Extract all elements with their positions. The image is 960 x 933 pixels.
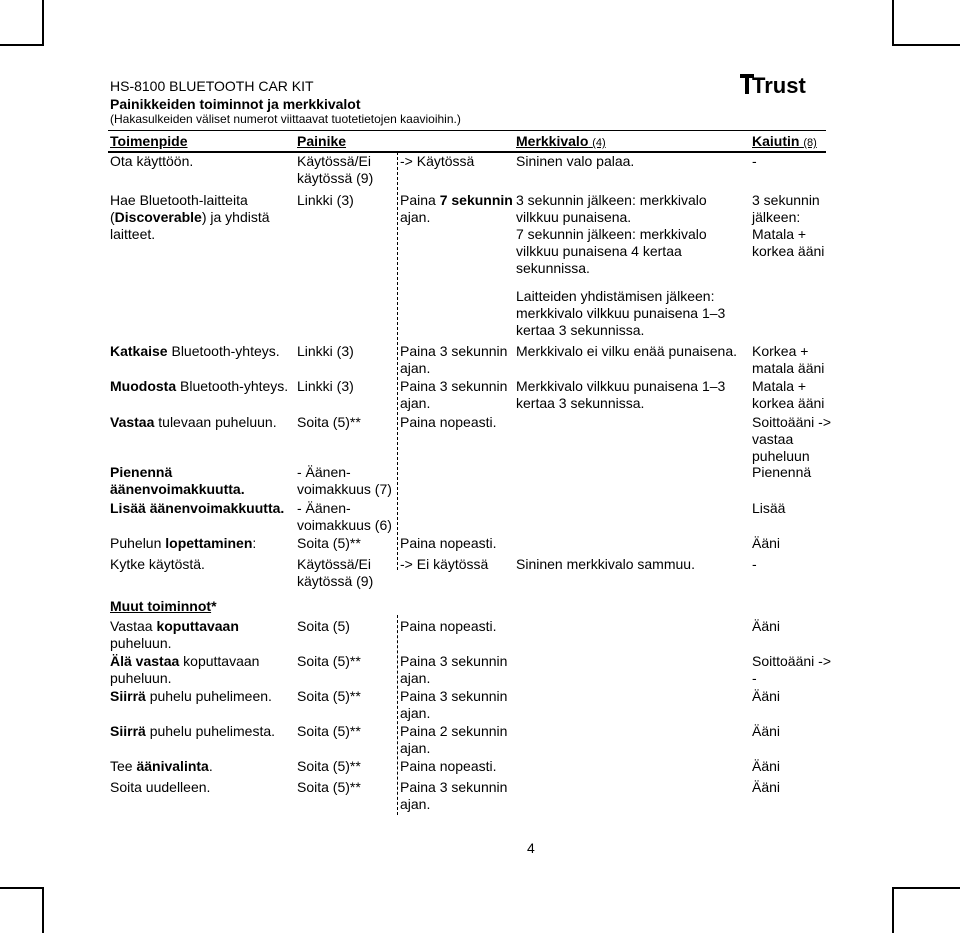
- speaker-cell: 3 sekunnin jälkeen: Matala + korkea ääni: [752, 192, 825, 259]
- trust-logo-text: Trust: [752, 73, 806, 96]
- speaker-cell: Ääni: [752, 688, 781, 704]
- method-cell: Paina nopeasti.: [400, 414, 497, 430]
- speaker-cell: Soittoääni -> -: [752, 653, 831, 686]
- method-cell: Paina 3 sekunnin ajan.: [400, 343, 508, 376]
- column-header-speaker: Kaiutin (8): [752, 133, 817, 149]
- indicator-cell: Merkkivalo vilkkuu punaisena 1–3 kertaa 3 sekunnissa.: [516, 378, 726, 411]
- method-cell: Paina 3 sekunnin ajan.: [400, 653, 508, 686]
- speaker-cell: Ääni: [752, 758, 781, 774]
- crop-mark: [892, 887, 960, 889]
- column-header-button: Painike: [297, 133, 347, 149]
- section-note: (Hakasulkeiden väliset numerot viittaavat tuotetietojen kaavioihin.): [110, 112, 461, 126]
- document-title: HS-8100 BLUETOOTH CAR KIT: [110, 78, 314, 94]
- speaker-cell: -: [752, 556, 757, 572]
- action-cell: Katkaise Bluetooth-yhteys.: [110, 343, 280, 359]
- trust-logo: [740, 72, 822, 96]
- action-cell: Älä vastaa koputtavaan puheluun.: [110, 653, 260, 686]
- button-cell: Soita (5): [297, 618, 350, 634]
- action-cell: Kytke käytöstä.: [110, 556, 205, 572]
- method-cell: Paina 7 sekunnin ajan.: [400, 192, 513, 225]
- button-cell: Soita (5)**: [297, 758, 361, 774]
- section-heading: Painikkeiden toiminnot ja merkkivalot: [110, 96, 361, 112]
- speaker-cell: -: [752, 153, 757, 169]
- other-functions-heading: Muut toiminnot*: [110, 598, 217, 614]
- method-cell: -> Ei käytössä: [400, 556, 489, 572]
- button-cell: - Äänen- voimakkuus (7): [297, 464, 392, 497]
- indicator-cell: Sininen merkkivalo sammuu.: [516, 556, 695, 572]
- indicator-cell: 3 sekunnin jälkeen: merkkivalo vilkkuu punaisena. 7 sekunnin jälkeen: merkkivalo vilkkuu punaisena 4 kertaa sekunnissa.: [516, 192, 707, 276]
- speaker-cell: Korkea + matala ääni: [752, 343, 825, 376]
- speaker-cell: Matala + korkea ääni: [752, 378, 825, 411]
- speaker-cell: Soittoääni -> vastaa puheluun: [752, 414, 831, 464]
- action-cell: Hae Bluetooth-laitteita (Discoverable) ja yhdistä laitteet.: [110, 192, 270, 242]
- method-cell: Paina 3 sekunnin ajan.: [400, 688, 508, 721]
- action-cell: Siirrä puhelu puhelimesta.: [110, 723, 276, 739]
- indicator-cell: Merkkivalo ei vilku enää punaisena.: [516, 343, 738, 359]
- column-header-indicator: Merkkivalo (4): [516, 133, 606, 149]
- button-cell: Käytössä/Ei käytössä (9): [297, 556, 374, 589]
- speaker-cell: Ääni: [752, 779, 781, 795]
- button-cell: - Äänen- voimakkuus (6): [297, 500, 392, 533]
- method-cell: Paina nopeasti.: [400, 618, 497, 634]
- page-number: 4: [527, 840, 535, 856]
- action-cell: Puhelun lopettaminen:: [110, 535, 257, 551]
- action-cell: Siirrä puhelu puhelimeen.: [110, 688, 272, 704]
- method-cell: Paina 3 sekunnin ajan.: [400, 378, 508, 411]
- crop-mark: [0, 44, 44, 46]
- column-divider: [397, 152, 398, 570]
- action-cell: Muodosta Bluetooth-yhteys.: [110, 378, 289, 394]
- column-header-action: Toimenpide: [110, 133, 188, 149]
- action-cell: Tee äänivalinta.: [110, 758, 213, 774]
- button-cell: Linkki (3): [297, 378, 354, 394]
- method-cell: Paina nopeasti.: [400, 758, 497, 774]
- method-cell: Paina nopeasti.: [400, 535, 497, 551]
- button-cell: Soita (5)**: [297, 653, 361, 669]
- button-cell: Soita (5)**: [297, 779, 361, 795]
- indicator-cell: Sininen valo palaa.: [516, 153, 635, 169]
- action-cell: Ota käyttöön.: [110, 153, 194, 169]
- action-cell: Soita uudelleen.: [110, 779, 211, 795]
- crop-mark: [42, 887, 44, 933]
- crop-mark: [0, 887, 44, 889]
- method-cell: Paina 2 sekunnin ajan.: [400, 723, 508, 756]
- action-cell: Lisää äänenvoimakkuutta.: [110, 500, 285, 516]
- button-cell: Käytössä/Ei käytössä (9): [297, 153, 374, 186]
- speaker-cell: Pienennä: [752, 464, 812, 480]
- crop-mark: [42, 0, 44, 46]
- crop-mark: [892, 0, 894, 46]
- button-cell: Soita (5)**: [297, 414, 361, 430]
- crop-mark: [892, 44, 960, 46]
- speaker-cell: Ääni: [752, 723, 781, 739]
- column-divider: [397, 615, 398, 815]
- action-cell: Pienennä äänenvoimakkuutta.: [110, 464, 245, 497]
- action-cell: Vastaa koputtavaan puheluun.: [110, 618, 239, 651]
- button-cell: Soita (5)**: [297, 723, 361, 739]
- table-top-rule: [108, 130, 826, 131]
- button-cell: Soita (5)**: [297, 688, 361, 704]
- crop-mark: [892, 887, 894, 933]
- speaker-cell: Ääni: [752, 618, 781, 634]
- button-cell: Soita (5)**: [297, 535, 361, 551]
- button-cell: Linkki (3): [297, 343, 354, 359]
- indicator-cell: Laitteiden yhdistämisen jälkeen: merkkivalo vilkkuu punaisena 1–3 kertaa 3 sekunnissa.: [516, 288, 726, 338]
- button-cell: Linkki (3): [297, 192, 354, 208]
- action-cell: Vastaa tulevaan puheluun.: [110, 414, 277, 430]
- speaker-cell: Lisää: [752, 500, 786, 516]
- speaker-cell: Ääni: [752, 535, 781, 551]
- method-cell: -> Käytössä: [400, 153, 475, 169]
- method-cell: Paina 3 sekunnin ajan.: [400, 779, 508, 812]
